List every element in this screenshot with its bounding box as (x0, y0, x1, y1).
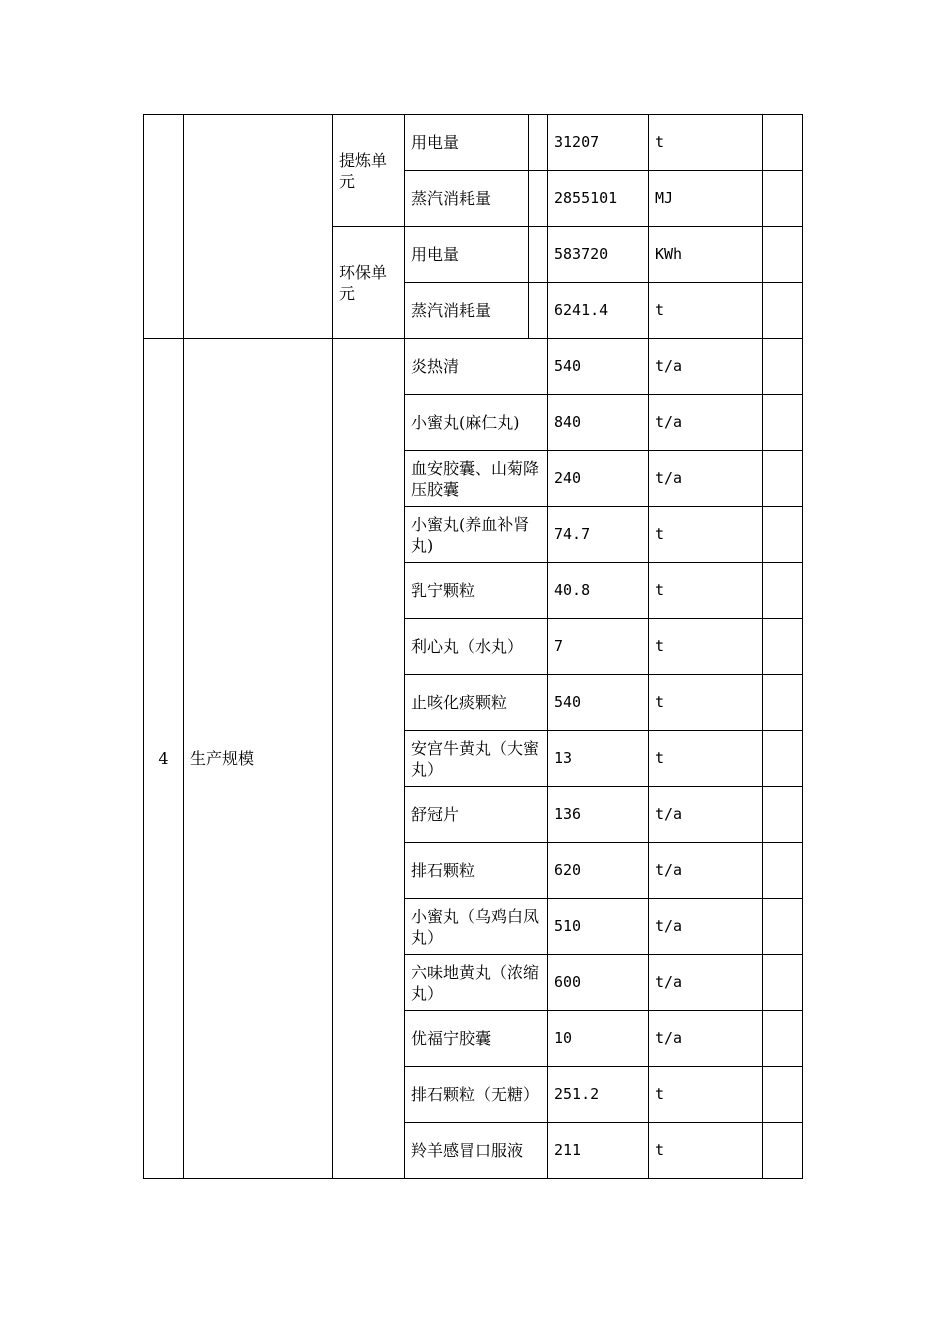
category-cell: 生产规模 (184, 339, 333, 1179)
remark-cell (763, 787, 803, 843)
value-cell: 40.8 (548, 563, 649, 619)
unit-cell: t (649, 563, 763, 619)
value-cell: 840 (548, 395, 649, 451)
item-cell: 蒸汽消耗量 (405, 283, 529, 339)
product-name-cell: 羚羊感冒口服液 (405, 1123, 548, 1179)
value-cell: 583720 (548, 227, 649, 283)
remark-cell (763, 899, 803, 955)
spacer-cell (529, 283, 548, 339)
product-name-cell: 排石颗粒（无糖） (405, 1067, 548, 1123)
spacer-cell (529, 115, 548, 171)
unit-cell: t (649, 731, 763, 787)
unit-cell: t (649, 619, 763, 675)
product-name-cell: 六味地黄丸（浓缩丸） (405, 955, 548, 1011)
unit-cell: KWh (649, 227, 763, 283)
product-name-cell: 止咳化痰颗粒 (405, 675, 548, 731)
product-name-cell: 血安胶囊、山菊降压胶囊 (405, 451, 548, 507)
unit-name-cell: 提炼单元 (333, 115, 405, 227)
remark-cell (763, 843, 803, 899)
product-name-cell: 乳宁颗粒 (405, 563, 548, 619)
unit-cell: t/a (649, 1011, 763, 1067)
product-name-cell: 优福宁胶囊 (405, 1011, 548, 1067)
product-name-cell: 小蜜丸(麻仁丸) (405, 395, 548, 451)
category-cell (184, 115, 333, 339)
remark-cell (763, 1011, 803, 1067)
remark-cell (763, 227, 803, 283)
unit-name-cell (333, 339, 405, 1179)
unit-cell: t (649, 1123, 763, 1179)
unit-cell: t/a (649, 843, 763, 899)
product-name-cell: 安宫牛黄丸（大蜜丸） (405, 731, 548, 787)
remark-cell (763, 171, 803, 227)
remark-cell (763, 955, 803, 1011)
remark-cell (763, 563, 803, 619)
spacer-cell (529, 227, 548, 283)
item-cell: 用电量 (405, 115, 529, 171)
value-cell: 211 (548, 1123, 649, 1179)
unit-cell: t (649, 675, 763, 731)
value-cell: 136 (548, 787, 649, 843)
data-table (143, 114, 803, 1179)
remark-cell (763, 283, 803, 339)
product-name-cell: 小蜜丸（乌鸡白凤丸） (405, 899, 548, 955)
value-cell: 600 (548, 955, 649, 1011)
unit-cell: t/a (649, 395, 763, 451)
unit-cell: t (649, 283, 763, 339)
value-cell: 540 (548, 675, 649, 731)
value-cell: 6241.4 (548, 283, 649, 339)
value-cell: 251.2 (548, 1067, 649, 1123)
remark-cell (763, 731, 803, 787)
unit-cell: t/a (649, 451, 763, 507)
remark-cell (763, 675, 803, 731)
product-name-cell: 排石颗粒 (405, 843, 548, 899)
unit-cell: t/a (649, 787, 763, 843)
remark-cell (763, 1067, 803, 1123)
remark-cell (763, 339, 803, 395)
value-cell: 620 (548, 843, 649, 899)
value-cell: 2855101 (548, 171, 649, 227)
index-cell (144, 115, 184, 339)
product-name-cell: 小蜜丸(养血补肾丸) (405, 507, 548, 563)
item-cell: 蒸汽消耗量 (405, 171, 529, 227)
unit-cell: MJ (649, 171, 763, 227)
value-cell: 7 (548, 619, 649, 675)
spacer-cell (529, 171, 548, 227)
unit-name-cell: 环保单元 (333, 227, 405, 339)
product-name-cell: 炎热清 (405, 339, 548, 395)
value-cell: 31207 (548, 115, 649, 171)
unit-cell: t/a (649, 339, 763, 395)
item-cell: 用电量 (405, 227, 529, 283)
remark-cell (763, 451, 803, 507)
unit-cell: t (649, 507, 763, 563)
value-cell: 540 (548, 339, 649, 395)
remark-cell (763, 395, 803, 451)
unit-cell: t (649, 1067, 763, 1123)
table-row (144, 115, 803, 171)
value-cell: 240 (548, 451, 649, 507)
unit-cell: t (649, 115, 763, 171)
value-cell: 74.7 (548, 507, 649, 563)
unit-cell: t/a (649, 955, 763, 1011)
table-row (144, 339, 803, 395)
value-cell: 510 (548, 899, 649, 955)
unit-cell: t/a (649, 899, 763, 955)
remark-cell (763, 507, 803, 563)
product-name-cell: 舒冠片 (405, 787, 548, 843)
remark-cell (763, 1123, 803, 1179)
value-cell: 13 (548, 731, 649, 787)
remark-cell (763, 115, 803, 171)
index-cell: 4 (144, 339, 184, 1179)
product-name-cell: 利心丸（水丸） (405, 619, 548, 675)
remark-cell (763, 619, 803, 675)
value-cell: 10 (548, 1011, 649, 1067)
